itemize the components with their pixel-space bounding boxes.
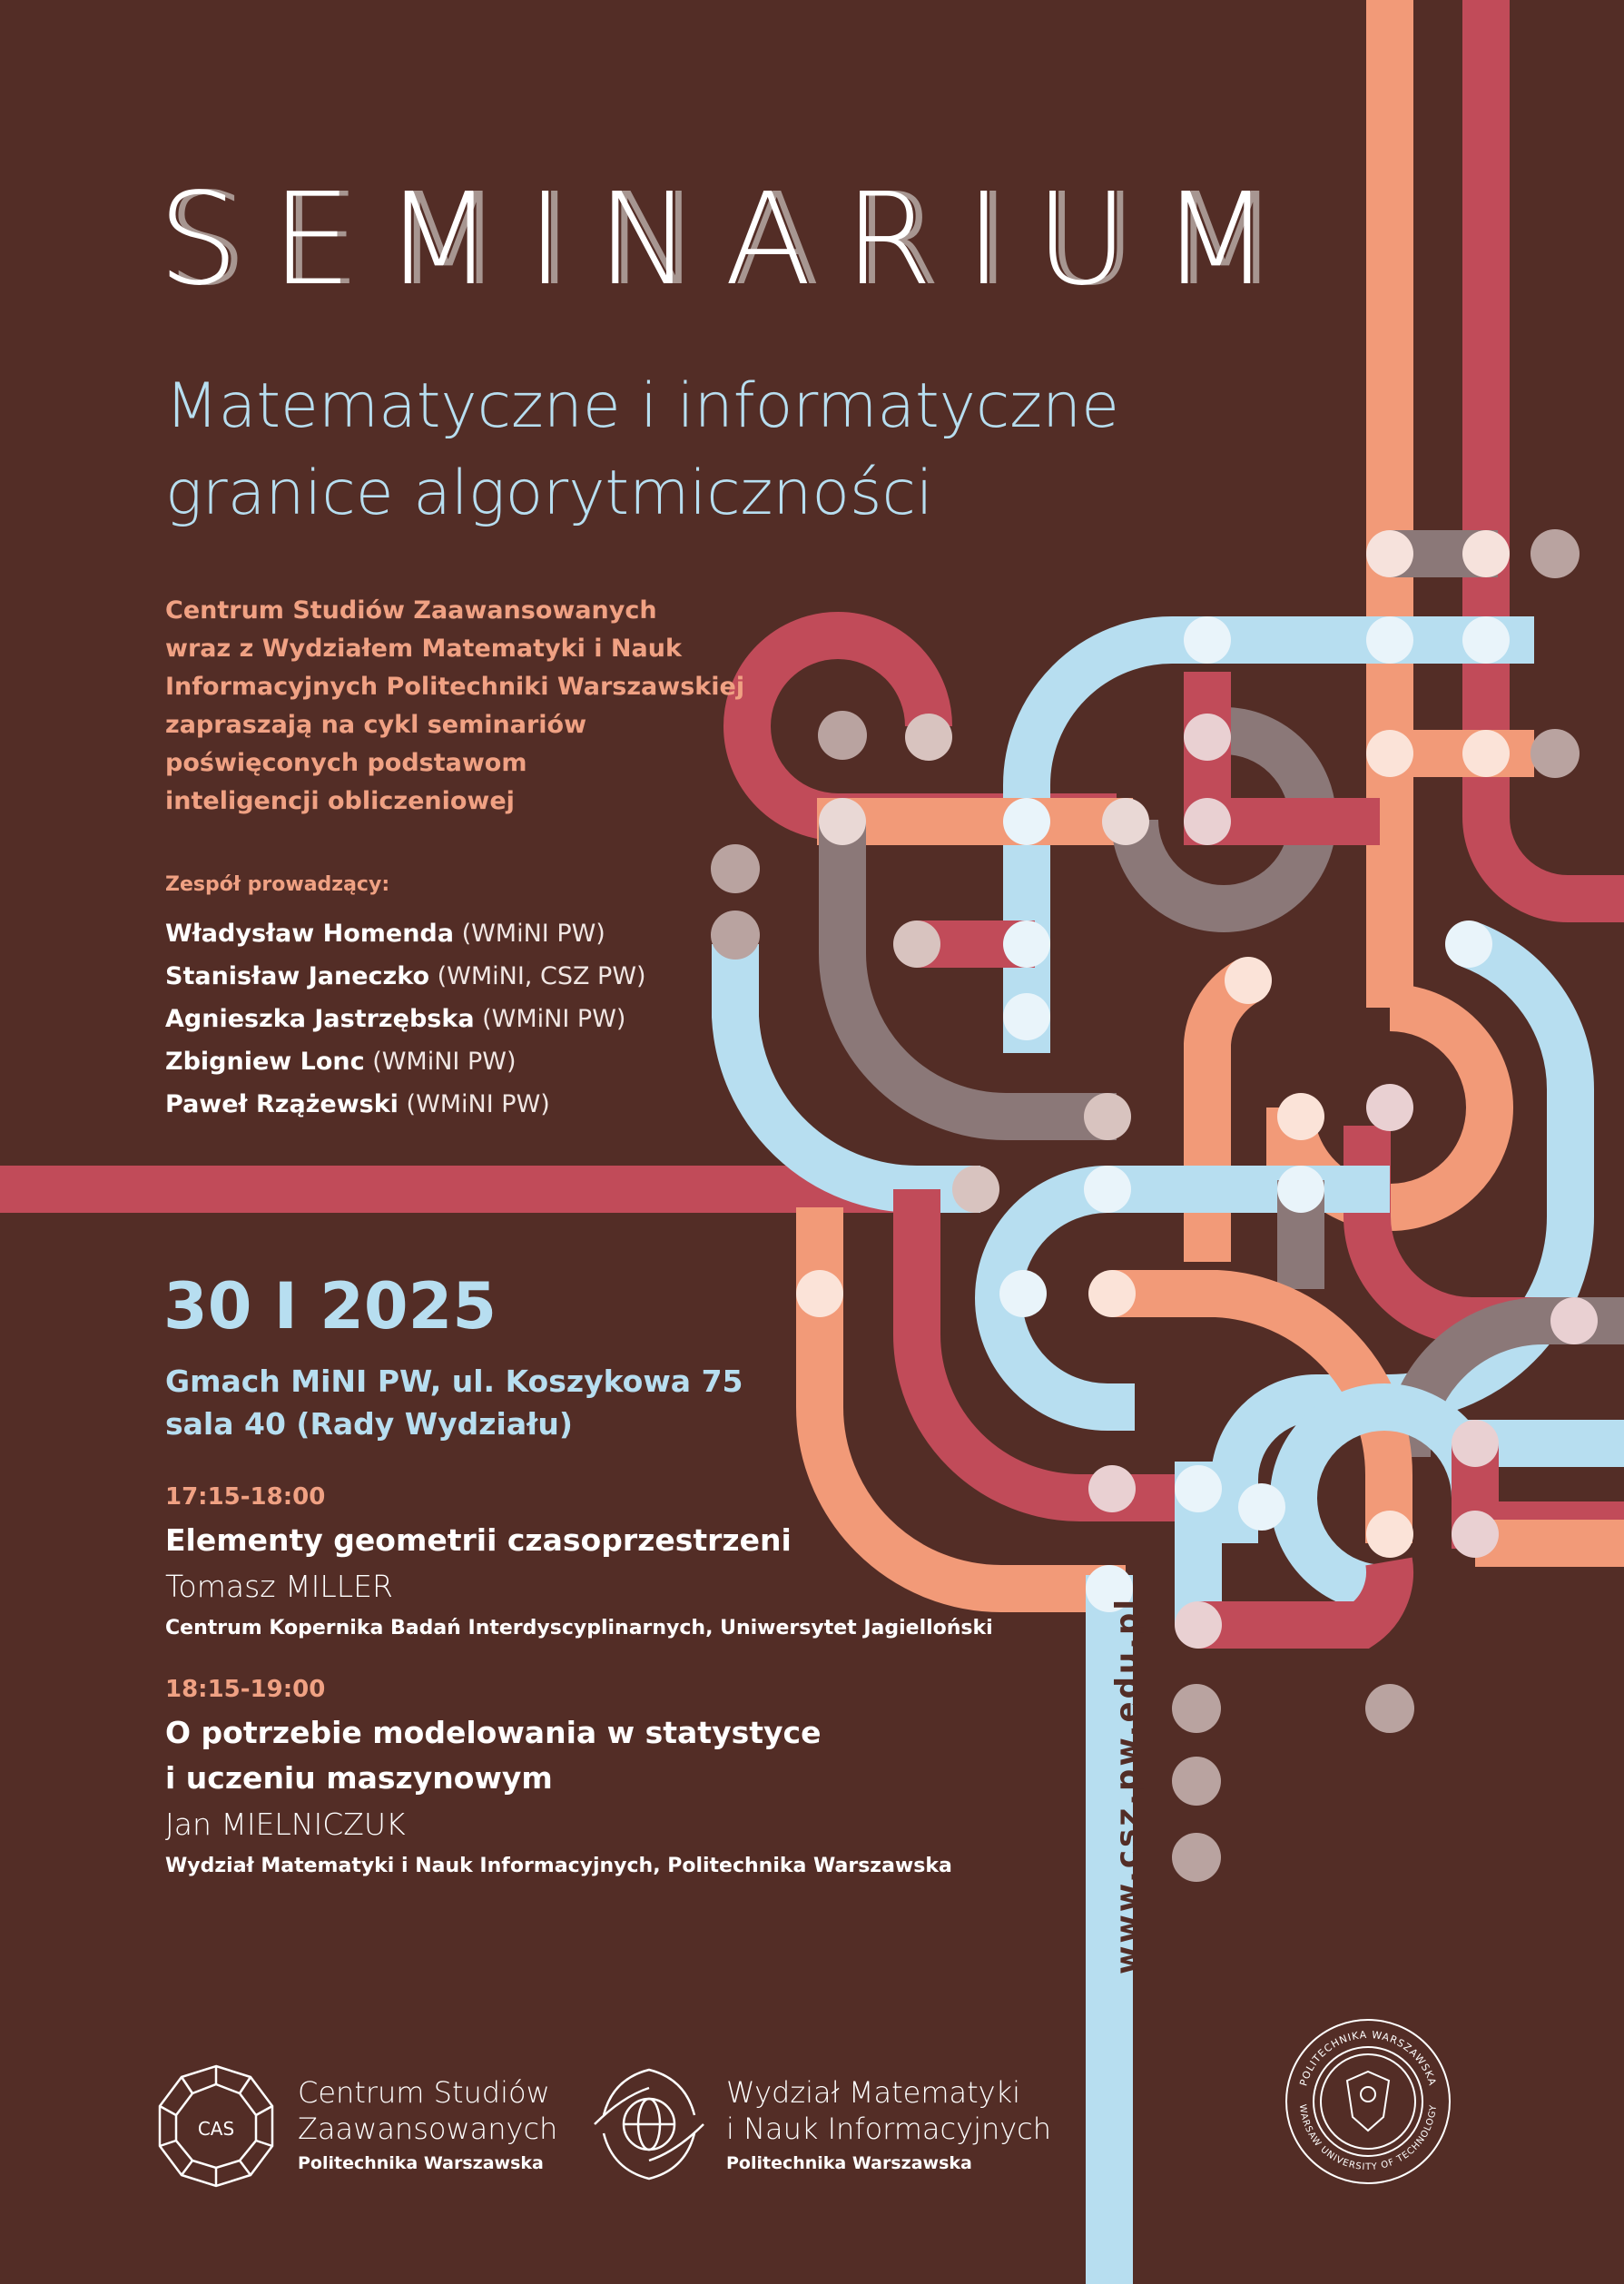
event-venue [165, 1360, 743, 1445]
mini-logo-sub: Politechnika Warszawska [726, 2153, 972, 2173]
session-list [165, 1483, 993, 1877]
session-affiliation: Wydział Matematyki i Nauk Informacyjnych, Politechnika Warszawska [165, 1855, 952, 1877]
session-title: Elementy geometrii czasoprzestrzeni [165, 1522, 792, 1558]
session-title: O potrzebie modelowania w statystyce [165, 1715, 822, 1750]
member-name: Stanisław Janeczko [165, 962, 430, 990]
member-name: Zbigniew Lonc [165, 1048, 365, 1076]
team-list [165, 912, 646, 1126]
member-affiliation: (WMiNI, CSZ PW) [437, 962, 646, 990]
team-member [165, 1083, 646, 1126]
website-link[interactable]: www.csz.pw.edu.pl [1109, 1596, 1146, 1975]
poster-title: SEMINARIUM [158, 166, 1304, 314]
team-member [165, 998, 646, 1040]
tube-blue-top-arc [1027, 640, 1534, 1053]
intro-paragraph [165, 592, 746, 821]
csz-logo-sub: Politechnika Warszawska [298, 2153, 544, 2173]
svg-text:WARSAW UNIVERSITY OF TECHNOLOG [1297, 2103, 1439, 2172]
member-affiliation: (WMiNI PW) [482, 1005, 626, 1033]
intro-line: poświęconych podstawom [165, 749, 527, 777]
venue-address: Gmach MiNI PW, ul. Koszykowa 75 [165, 1364, 743, 1399]
tube-salmon-arc [1207, 980, 1248, 1262]
csz-line: Zaawansowanych [298, 2112, 558, 2146]
session-time: 18:15-19:00 [165, 1676, 326, 1703]
member-name: Paweł Rzążewski [165, 1090, 399, 1118]
csz-logo-mark: CAS [197, 2118, 235, 2140]
csz-logo-icon [153, 2062, 280, 2190]
member-name: Władysław Homenda [165, 920, 454, 948]
mini-logo-icon [586, 2061, 713, 2188]
session-time: 17:15-18:00 [165, 1483, 326, 1511]
subtitle-line: Matematyczne i informatyczne [165, 370, 1119, 442]
intro-line: zapraszają na cykl seminariów [165, 711, 587, 739]
session-affiliation: Centrum Kopernika Badań Interdyscyplinarnych, Uniwersytet Jagielloński [165, 1617, 993, 1639]
seal-top-text: POLITECHNIKA WARSZAWSKA [1297, 2028, 1439, 2088]
seal-bottom-text: WARSAW UNIVERSITY OF TECHNOLOGY [1296, 2103, 1439, 2173]
intro-line: Informacyjnych Politechniki Warszawskiej [165, 673, 745, 701]
session-title: i uczeniu maszynowym [165, 1760, 553, 1796]
tube-red-lower [917, 1189, 1189, 1498]
team-member [165, 912, 646, 955]
session-speaker: Tomasz MILLER [165, 1569, 393, 1604]
team-label: Zespół prowadzący: [165, 873, 390, 896]
tube-gray-j [842, 822, 1117, 1117]
csz-logo-name [298, 2074, 557, 2147]
poster-subtitle [165, 363, 1119, 537]
member-affiliation: (WMiNI PW) [372, 1048, 517, 1076]
subtitle-line: granice algorytmiczności [165, 458, 933, 529]
session [165, 1676, 993, 1877]
team-member [165, 1040, 646, 1083]
mini-line: Wydział Matematyki [726, 2075, 1021, 2110]
intro-line: wraz z Wydziałem Matematyki i Nauk [165, 635, 682, 663]
intro-line: Centrum Studiów Zaawansowanych [165, 596, 657, 625]
member-affiliation: (WMiNI PW) [461, 920, 605, 948]
team-member [165, 955, 646, 998]
intro-line: inteligencji obliczeniowej [165, 787, 515, 815]
session-speaker: Jan MIELNICZUK [165, 1807, 406, 1842]
mini-logo-name [726, 2074, 1051, 2147]
pw-seal-icon [1284, 2017, 1452, 2186]
session [165, 1483, 993, 1639]
venue-room: sala 40 (Rady Wydziału) [165, 1406, 573, 1442]
member-name: Agnieszka Jastrzębska [165, 1005, 475, 1033]
member-affiliation: (WMiNI PW) [406, 1090, 550, 1118]
csz-line: Centrum Studiów [298, 2075, 550, 2110]
event-date: 30 I 2025 [163, 1269, 497, 1344]
mini-line: i Nauk Informacyjnych [726, 2112, 1052, 2146]
